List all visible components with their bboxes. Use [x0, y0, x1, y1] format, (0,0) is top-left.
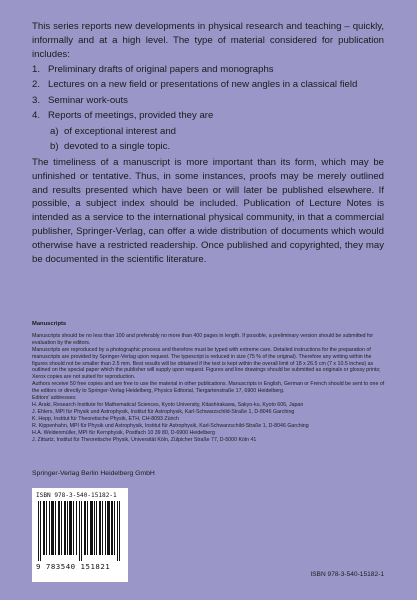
barcode-isbn-label: ISBN 978-3-540-15182-1 — [36, 492, 117, 499]
manuscripts-heading: Manuscripts — [32, 321, 67, 327]
barcode-panel — [32, 488, 128, 582]
list-item-text: Seminar work-outs — [48, 94, 128, 106]
editor-address: H.A. Weidenmüller, MPI für Kernphysik, Postfach 10 39 80, D-6900 Heidelberg — [32, 429, 215, 436]
list-item-text: Preliminary drafts of original papers and monographs — [48, 63, 274, 75]
isbn-label: ISBN 978-3-540-15182-1 — [310, 571, 384, 578]
editor-address: H. Araki, Research Institute for Mathematical Sciences, Kyoto University, Kitashirakawa, Sakyo-ku, Kyoto 606, Japan — [32, 401, 304, 408]
manuscripts-section — [32, 321, 388, 443]
list-item — [32, 78, 384, 92]
list-item — [32, 109, 384, 123]
manuscripts-authors-paragraph: Authors receive 50 free copies and are free to use the material in other publications. Manuscripts in English, German or French should be sent to one of the editors or directly to Springer-Verlag Heidelberg, Physics Editorial, Tiergartenstraße 17, 6900 Heidelberg. — [32, 381, 385, 395]
list-item-text: Lectures on a new field or presentations of new angles in a classical field — [48, 79, 358, 91]
list-item-number: 4. — [32, 110, 41, 122]
manuscripts-length-paragraph: Manuscripts should be no less than 100 and preferably no more than 400 pages in length. If possible, a preliminary version should be submitted for evaluation by the editors. — [32, 332, 374, 346]
material-list — [32, 63, 384, 123]
sub-list-item-letter: b) — [50, 141, 59, 153]
editor-address: J. Ehlers, MPI für Physik und Astrophysik, Institut für Astrophysik, Karl-Schwarzschild-Straße 1, D-8046 Garching — [32, 408, 295, 415]
sub-list-item-text: devoted to a single topic. — [64, 141, 171, 153]
meeting-conditions-list — [32, 125, 384, 154]
list-item — [32, 94, 384, 108]
barcode-digits: 9 783540 151821 — [36, 562, 111, 571]
list-item-text: Reports of meetings, provided they are — [48, 110, 214, 122]
series-description — [32, 20, 384, 267]
editor-address: R. Kippenhahn, MPI für Physik und Astrophysik, Institut für Astrophysik, Karl-Schwarzschild-Straße 1, D-8046 Garching — [32, 422, 309, 429]
sub-list-item-text: of exceptional interest and — [64, 125, 177, 137]
barcode-image — [36, 501, 124, 561]
intro-paragraph: This series reports new developments in physical research and teaching – quickly, informally and at a high level. The type of material considered for publication includes: — [32, 21, 384, 60]
list-item-number: 2. — [32, 79, 41, 91]
list-item-number: 1. — [32, 63, 41, 75]
list-item — [32, 63, 384, 77]
manuscripts-preparation-paragraph: Manuscripts are reproduced by a photographic process and therefore must be typed with extreme care. Detailed instructions for the preparation of manuscripts are provided by Springer-Verlag upon request. The typescript is reduced in size (75 % of the original). Therefore any writing within the figures should not be smaller than 2.5 mm. Best results will be obtained if the text is kept within the overall limit of 18 x 26.5 cm (7 x 10.5 inches) as outlined on the special paper which the publisher will supply upon request. Figures and line drawings should be submitted as originals or glossy prints; Xerox copies are not suited for reproduction. — [32, 346, 381, 381]
editor-address: J. Zittartz, Institut für Theoretische Physik, Universität Köln, Zülpicher Straße 77, D-5000 Köln 41 — [32, 436, 257, 443]
editor-address: K. Hepp, Institut für Theoretische Physik, ETH, CH-8093 Zürich — [32, 415, 179, 422]
editors-addresses-label: Editors' addresses: — [32, 395, 77, 402]
sub-list-item — [50, 125, 384, 139]
list-item-number: 3. — [32, 94, 41, 106]
sub-list-item-letter: a) — [50, 125, 59, 137]
sub-list-item — [50, 140, 384, 154]
timeliness-paragraph: The timeliness of a manuscript is more important than its form, which may be unfinished or tentative. Thus, in some instances, proofs may be merely outlined and results presented which have been or will later be published elsewhere. If possible, a subject index should be included. Publication of Lecture Notes is intended as a service to the international physical community, in that a commercial publisher, Springer-Verlag, can offer a wide distribution of documents which would otherwise have a restricted readership. Once published and copyrighted, they may be documented in the scientific literature. — [32, 156, 384, 266]
publisher-name: Springer-Verlag Berlin Heidelberg GmbH — [32, 470, 155, 477]
